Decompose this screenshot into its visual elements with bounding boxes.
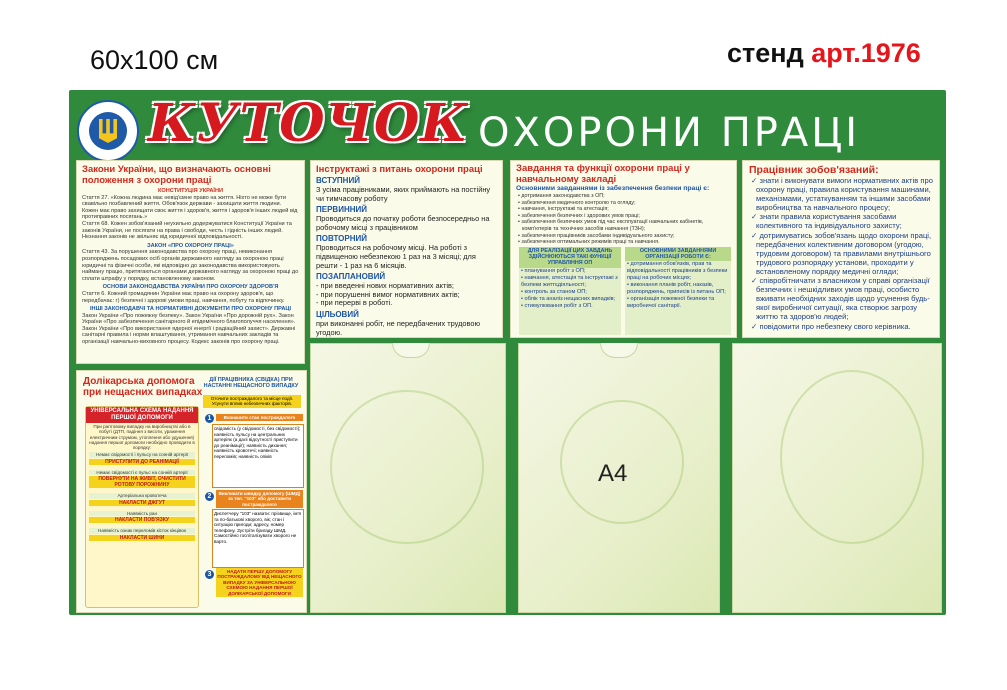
- function-item: • контроль за станом ОП;: [521, 288, 587, 295]
- duty-item: ✓ співробітничати з власником у справі організації безпечних і нешкідливих умов праці, особисто вживати необхідних заходів щодо усунення будь-якої виробничої ситуації, яка створює загрозу життю та здоров'ю людей;: [751, 276, 930, 322]
- task-item: • навчання, інструктажі та атестація;: [518, 206, 609, 213]
- duty-item: ✓ дотримуватись зобов'язань щодо охорони праці, передбачених колективним договором (угодою, трудовим договором) та правилами внутрішнього трудового розпорядку установи, проходити у встановленому порядку медичні огляди;: [751, 230, 932, 276]
- action-s4: НАКЛАСТИ ПОВ'ЯЗКУ: [89, 517, 195, 523]
- decor-swirl: [780, 370, 924, 544]
- action-s3: НАКЛАСТИ ДЖГУТ: [89, 500, 195, 506]
- first-aid-panel: [76, 370, 307, 613]
- step1-text: свідомість (у свідомості, без свідомості); наявність пульсу на центральних артеріях (а далі відсутності приступити до реанімації); наявність дихання; наявність кровотечі; наявність переломів; наявність опіків: [212, 424, 304, 488]
- step-s4: Наявність ран: [89, 511, 195, 517]
- duties-title: Працівник зобов'язаний:: [749, 164, 879, 176]
- organization-item: • дотримання обов'язків, прав та відповідальності працівників з безпеки праці на робочих місцях;: [627, 261, 728, 282]
- memo-text: Оточити постраждалого та місце події. Усунути вплив небезпечних факторів.: [203, 395, 301, 408]
- function-item: • планування робіт з ОП;: [521, 267, 586, 274]
- step-s3: Артеріальна кровотеча: [89, 493, 195, 499]
- laws-p3: Стаття 43. За порушення законодавства про охорону праці, невиконання розпоряджень посадових осіб органів державного нагляду за охороною праці юридичні та фізичні особи, які відповідно до законодавства використовують найману працю, притягаються органами державного нагляду за охороною праці до сплати штрафу у порядку, встановленому законом.: [82, 249, 299, 282]
- step-number-3: 3: [205, 570, 214, 579]
- duties-list: [749, 176, 933, 331]
- step-s5: Наявність ознак переломів кісток кінцівок: [89, 528, 195, 534]
- organization-item: • організація пожежної безпеки та виробничої санітарії.: [627, 296, 715, 310]
- action-s1: ПРИСТУПИТИ ДО РЕАНІМАЦІЇ: [89, 459, 195, 465]
- duty-item: ✓ знати і виконувати вимоги нормативних актів про охорону праці, правила користування машинами, механізмами, устаткуванням та іншими засобами виробництва та навчального процесу;: [751, 176, 933, 213]
- tasks-list: [516, 193, 731, 246]
- briefing-p3: Проводиться на робочому місці. На роботі з підвищеною небезпекою 1 раз на 3 місяці; для решти - 1 раз на 6 місяців.: [316, 243, 476, 270]
- task-item: • забезпечення працівників засобами індивідуального захисту;: [518, 232, 675, 239]
- step2-text: Диспетчеру "103" назвати: прізвище, ім'я та по-батькові хворого, вік; стан і ситуацію пригоди; адресу, номер телефону. Зустріти бригаду ШМД. Самостійно госпіталізувати хворого не варто.: [212, 509, 304, 568]
- scheme-text: При раптовому випадку на виробництві або в побуті (ДТП, падіння з висоти, ураження електричним струмом, утоплення або удушення) надання першої допомоги необхідно проводити в порядку:: [89, 424, 195, 451]
- task-item: • забезпечення медичного контролю та огляду;: [518, 199, 636, 206]
- briefing-p4c: - при перерві в роботі.: [316, 298, 393, 308]
- scheme-title: УНІВЕРСАЛЬНА СХЕМА НАДАННЯ ПЕРШОЇ ДОПОМОГИ: [86, 407, 198, 423]
- size-label: 60x100 см: [90, 45, 219, 75]
- title-sub: ОХОРОНИ ПРАЦІ: [478, 110, 861, 156]
- functions-right-list: [625, 261, 731, 310]
- duty-item: ✓ повідомити про небезпеку свого керівника.: [751, 321, 911, 331]
- duty-item: ✓ знати правила користування засобами колективного та індивідуального захисту;: [751, 212, 902, 231]
- task-item: • забезпечення безпечних і здорових умов праці;: [518, 212, 640, 219]
- briefing-p5: при виконанні робіт, не передбачених трудовою угодою.: [316, 318, 481, 337]
- task-item: • дотримання законодавства з ОП;: [518, 193, 605, 199]
- functions-right-title: ОСНОВНИМИ ЗАВДАННЯМИ ОРГАНІЗАЦІЇ РОБОТИ Є:: [625, 247, 731, 261]
- title-main: КУТОЧОК: [148, 93, 469, 154]
- briefing-p1: З усіма працівниками, яких приймають на постійну чи тимчасову роботу: [316, 185, 491, 203]
- step3-text: НАДАТИ ПЕРШУ ДОПОМОГУ ПОСТРАЖДАЛОМУ ВІД НЕЩАСНОГО ВИПАДКУ ЗА УНІВЕРСАЛЬНОЮ СХЕМОЮ НАДАННЯ ПЕРШОЇ ДОЛІКАРСЬКОЇ ДОПОМОГИ: [217, 569, 302, 596]
- tasks-panel: [510, 160, 737, 338]
- briefing-p4a: - при введенні нових нормативних актів;: [316, 281, 454, 291]
- action-s2: ПОВЕРНУТИ НА ЖИВІТ, ОЧИСТИТИ РОТОВУ ПОРОЖНИНУ: [89, 476, 195, 488]
- tasks-title: Завдання та функції охорони праці у навчальному закладі: [516, 163, 690, 185]
- laws-p4: Стаття 6. Кожний громадянин України має право на охорону здоров'я, що передбачає: г) безпечні і здорові умови праці, навчання, побуту та відпочинку.: [82, 290, 285, 304]
- step-number-1: 1: [205, 414, 214, 423]
- laws-panel: [76, 160, 305, 364]
- pocket-format-label: А4: [598, 460, 628, 487]
- step-number-2: 2: [205, 492, 214, 501]
- laws-p1: Стаття 27. «Кожна людина має невід'ємне право на життя. Ніхто не може бути свавільно позбавлений життя. Обов'язок держави - захищати життя людини. Кожен має право захищати своє життя і здоров'я, життя і здоров'я інших людей від протиправних посягань.»: [82, 194, 298, 221]
- functions-left-title: ДЛЯ РЕАЛІЗАЦІЇ ЦИХ ЗАВДАНЬ ЗДІЙСНЮЮТЬСЯ ТАКІ ФУНКЦІЇ УПРАВЛІННЯ ОП: [519, 247, 621, 268]
- laws-h4: ІНШІ ЗАКОНОДАВЧІ ТА НОРМАТИВНІ ДОКУМЕНТИ ПРО ОХОРОНУ ПРАЦІ: [89, 306, 292, 313]
- briefing-p4b: - при порушенні вимог нормативних актів;: [316, 289, 460, 299]
- decor-swirl: [330, 390, 484, 544]
- laws-h3: ОСНОВИ ЗАКОНОДАВСТВА УКРАЇНИ ПРО ОХОРОНУ ЗДОРОВ'Я: [102, 284, 279, 291]
- functions-right: [625, 247, 731, 335]
- step-s2: Немає свідомості є пульс на сонній артерії: [89, 470, 195, 476]
- briefing-p2: Проводиться до початку роботи безпосередньо на робочому місці з працівником: [316, 214, 490, 232]
- briefings-panel: [310, 160, 503, 338]
- memo-title: ДІЇ ПРАЦІВНИКА (СВІДКА) ПРИ НАСТАННІ НЕЩАСНОГО ВИПАДКУ: [203, 377, 299, 390]
- laws-p5: Закон України «Про пожежну безпеку». Закон України «Про дорожній рух». Закон України «Про забезпечення санітарного й епідемічного благополуччя населення». Закон України «Про використання ядерної енергії і радіаційний захист». Державні санітарні правила і норми влаштування, утримання навчальних закладів та організації навчально-виховного процесу. Кодекс законів про охорону праці.: [82, 312, 296, 346]
- article-prefix: стенд: [727, 38, 812, 68]
- step-s1: Немає свідомості і пульсу на сонній артерії: [89, 452, 195, 458]
- action-s5: НАКЛАСТИ ШИНИ: [89, 535, 195, 541]
- functions-left: [519, 247, 621, 335]
- emblem-icon: [77, 100, 139, 162]
- laws-p2: Стаття 68. Кожен зобов'язаний неухильно додержуватися Конституції України та законів України, не посягати на права і свободи, честь і гідність інших людей. Незнання законів не звільняє від юридичної відповідальності.: [82, 220, 292, 241]
- scheme-box: [85, 406, 199, 608]
- duties-panel: [742, 160, 940, 338]
- organization-item: • виконання планів робіт, наказів, розпоряджень, приписів із питань ОП;: [627, 282, 726, 296]
- laws-title: Закони України, що визначають основні положення з охорони праці: [82, 164, 271, 186]
- briefing-h4: ПОЗАПЛАНОВИЙ: [316, 272, 386, 282]
- function-item: • облік та аналіз нещасних випадків;: [521, 295, 616, 302]
- tasks-h1: Основними завданнями із забезпечення безпеки праці є:: [516, 185, 710, 192]
- briefing-h5: ЦІЛЬОВИЙ: [316, 309, 359, 319]
- step2-title: Викликати швидку допомогу (ШМД) за тел. "103" або доставити постраждалого: [216, 490, 303, 508]
- article-number: арт.1976: [811, 38, 921, 68]
- briefing-h3: ПОВТОРНИЙ: [316, 234, 367, 244]
- article-label: [727, 38, 921, 69]
- functions-left-list: [519, 268, 621, 310]
- laws-h1: КОНСТИТУЦІЯ УКРАЇНИ: [157, 188, 224, 194]
- task-item: • забезпечення оптимальних режимів праці та навчання.: [518, 239, 660, 246]
- step1-title: Визначити стан постраждалого: [216, 414, 303, 421]
- briefing-h1: ВСТУПНИЙ: [316, 176, 360, 185]
- briefings-title: Інструктажі з питань охорони праці: [316, 164, 483, 175]
- first-aid-title: Долікарська допомога при нещасних випадках: [83, 376, 203, 398]
- briefing-h2: ПЕРВИННИЙ: [316, 205, 368, 215]
- function-item: • навчання, атестація та інструктажі з безпеки життєдіяльності;: [521, 274, 618, 288]
- function-item: • стимулювання робіт з ОП.: [521, 302, 593, 309]
- laws-h2: ЗАКОН «ПРО ОХОРОНУ ПРАЦІ»: [147, 242, 234, 249]
- task-item: • забезпечення безпечних умов під час експлуатації навчальних кабінетів, комп'ютерів та технічних засобів навчання (ТЗН);: [518, 219, 704, 232]
